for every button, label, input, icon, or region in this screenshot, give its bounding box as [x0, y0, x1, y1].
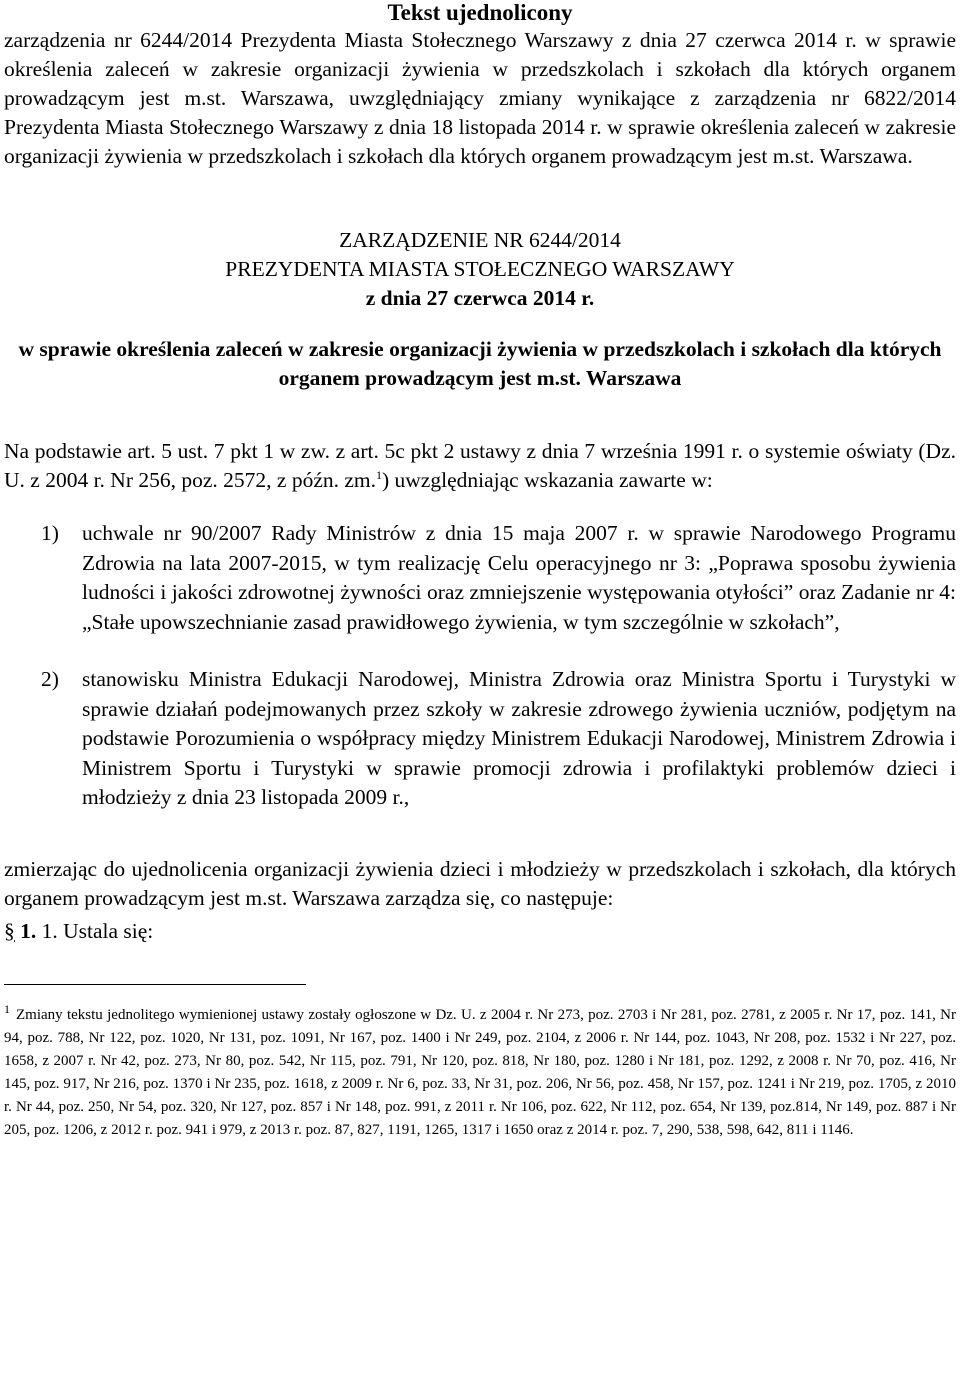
- legal-basis-tail: ) uwzględniając wskazania zawarte w:: [382, 468, 713, 492]
- footnote-text: Zmiany tekstu jednolitego wymienionej ustawy zostały ogłoszone w Dz. U. z 2004 r. Nr 273, poz. 2703 i Nr 281, poz. 2781, z 2005 r. Nr 17, poz. 141, Nr 94, poz. 788, Nr 122, poz. 1020, Nr 131, poz. 1091, Nr 167, poz. 1400 i Nr 249, poz. 2104, z 2006 r. Nr 144, poz. 1043, Nr 208, poz. 1532 i Nr 227, poz. 1658, z 2007 r. Nr 42, poz. 273, Nr 80, poz. 542, Nr 115, poz. 791, Nr 120, poz. 818, Nr 180, poz. 1280 i Nr 181, poz. 1292, z 2008 r. Nr 70, poz. 416, Nr 145, poz. 917, Nr 216, poz. 1370 i Nr 235, poz. 1618, z 2009 r. Nr 6, poz. 33, Nr 31, poz. 206, Nr 56, poz. 458, Nr 157, poz. 1241 i Nr 219, poz. 1705, z 2010 r. Nr 44, poz. 250, Nr 54, poz. 320, Nr 127, poz. 857 i Nr 148, poz. 991, z 2011 r. Nr 106, poz. 622, Nr 112, poz. 654, Nr 139, poz.814, Nr 149, poz. 887 i Nr 205, poz. 1206, z 2012 r. poz. 941 i 979, z 2013 r. poz. 87, 827, 1191, 1265, 1317 i 1650 oraz z 2014 r. poz. 7, 290, 538, 598, 642, 811 i 1146.: [4, 1006, 956, 1138]
- legal-basis-text: Na podstawie art. 5 ust. 7 pkt 1 w zw. z art. 5c pkt 2 ustawy z dnia 7 września 1991 r. o systemie oświaty (Dz. U. z 2004 r. Nr 256, poz. 2572, z późn. zm.: [4, 439, 956, 492]
- header-paragraph: zarządzenia nr 6244/2014 Prezydenta Miasta Stołecznego Warszawy z dnia 27 czerwca 2014 r. w sprawie określenia zaleceń w zakresie organizacji żywienia w przedszkolach i szkołach dla których organem prowadzącym jest m.st. Warszawa, uwzględniający zmiany wynikające z zarządzenia nr 6822/2014 Prezydenta Miasta Stołecznego Warszawy z dnia 18 listopada 2014 r. w sprawie określenia zaleceń w zakresie organizacji żywienia w przedszkolach i szkołach dla których organem prowadzącym jest m.st. Warszawa.: [4, 28, 956, 168]
- list-item-text: uchwale nr 90/2007 Rady Ministrów z dnia 15 maja 2007 r. w sprawie Narodowego Programu Zdrowia na lata 2007-2015, w tym realizację Celu operacyjnego nr 3: „Poprawa sposobu żywienia ludności i jakości zdrowotnej żywności oraz zmniejszenie występowania otyłości” oraz Zadanie nr 4: „Stałe upowszechnianie zasad prawidłowego żywienia, w tym szczególnie w szkołach”,: [82, 521, 956, 634]
- footnote-reference: 1: [376, 467, 382, 482]
- ordinance-subject: w sprawie określenia zaleceń w zakresie organizacji żywienia w przedszkolach i szkołach dla których organem prowadzącym jest m.st. Warszawa: [18, 337, 942, 390]
- footnote-mark: 1: [4, 1001, 10, 1016]
- list-item-number: 2): [41, 667, 59, 691]
- ordinance-issuer: PREZYDENTA MIASTA STOŁECZNEGO WARSZAWY: [225, 257, 735, 281]
- section-sign: §: [4, 918, 15, 943]
- section-1: [4, 917, 956, 946]
- footnote: [4, 998, 956, 1142]
- ordinance-date: z dnia 27 czerwca 2014 r.: [365, 286, 595, 310]
- document-page: [4, 0, 956, 1142]
- list-item-number: 1): [41, 521, 59, 545]
- footnote-separator: [4, 984, 306, 985]
- list-item-text: stanowisku Ministra Edukacji Narodowej, Ministra Zdrowia oraz Ministra Sportu i Turystyki w sprawie działań podejmowanych przez szkoły w zakresie zdrowego żywienia uczniów, podjętym na podstawie Porozumienia o współpracy między Ministrem Edukacji Narodowej, Ministrem Zdrowia i Ministrem Sportu i Turystyki w sprawie promocji zdrowia i profilaktyki problemów dzieci i młodzieży z dnia 23 listopada 2009 r.,: [82, 667, 956, 809]
- section-number: 1.: [20, 918, 37, 943]
- aim-paragraph: zmierzając do ujednolicenia organizacji żywienia dzieci i młodzieży w przedszkolach i szkołach, dla których organem prowadzącym jest m.st. Warszawa zarządza się, co następuje:: [4, 856, 956, 910]
- list-item: [4, 519, 956, 637]
- ordinance-heading: [4, 226, 956, 313]
- legal-basis: [4, 437, 956, 495]
- ordinance-number: ZARZĄDZENIE NR 6244/2014: [339, 228, 621, 252]
- considerations-list: [4, 519, 956, 813]
- list-item: [4, 665, 956, 813]
- section-text: 1. Ustala się:: [41, 918, 154, 943]
- document-title: Tekst ujednolicony: [387, 0, 573, 25]
